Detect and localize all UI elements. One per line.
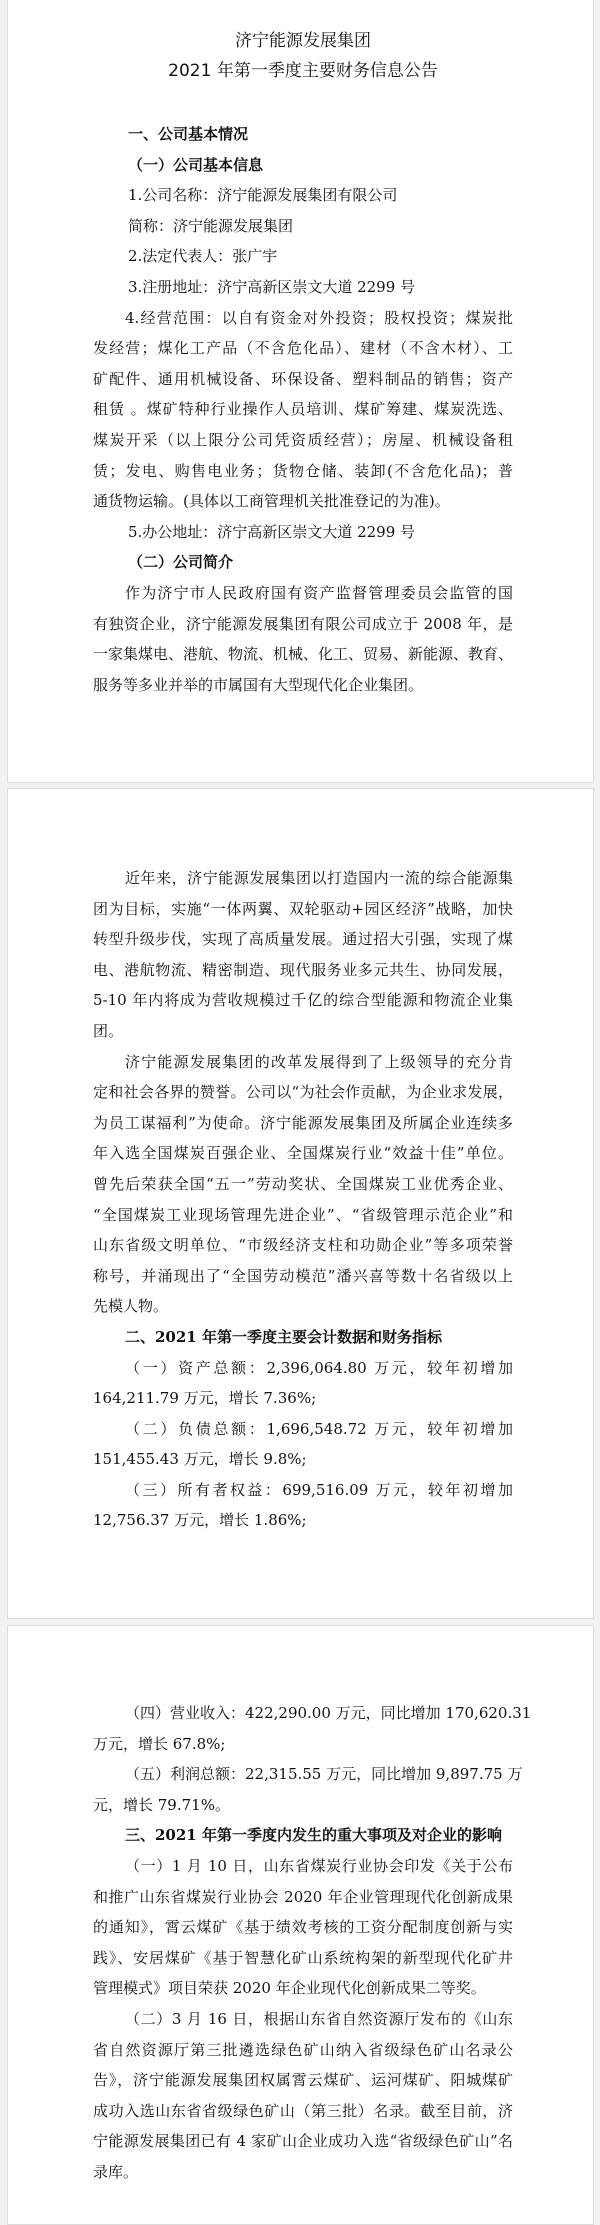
text-line: 定和社会各界的赞誉。公司以“为社会作贡献，为企业求发展， (93, 1083, 513, 1102)
paragraph (93, 303, 513, 517)
section-heading (93, 119, 513, 150)
text-line: 三、2021 年第一季度内发生的重大事项及对企业的影响 (125, 1826, 502, 1845)
text-line: 电、港航物流、精密制造、现代服务业多元共生、协同发展， (93, 960, 513, 979)
info-item (93, 241, 513, 272)
text-line: 山东省级文明单位、“市级经济支柱和功勋企业”等多项荣誉 (93, 1236, 513, 1255)
text-line: 4.经营范围：以自有资金对外投资；股权投资；煤炭批 (125, 308, 513, 327)
text-line: （一）资产总额：2,396,064.80 万元，较年初增加 (125, 1358, 513, 1377)
text-line: 二、2021 年第一季度主要会计数据和财务指标 (125, 1327, 442, 1346)
text-line: 管理模式》项目荣获 2020 年企业现代化创新成果二等奖。 (93, 1979, 486, 1998)
text-line: 年入选全国煤炭百强企业、全国煤炭行业“效益十佳”单位。 (93, 1144, 513, 1163)
document-page-3 (7, 1625, 594, 2225)
text-line: 5.办公地址：济宁高新区崇文大道 2299 号 (128, 522, 416, 541)
text-line: 为员工谋福利”为使命。济宁能源发展集团及所属企业连续多 (93, 1113, 513, 1132)
text-line: 万元，增长 67.8%; (93, 1734, 226, 1753)
text-line: 租赁 。煤矿特种行业操作人员培训、煤矿筹建、煤炭洗选、 (93, 400, 513, 419)
text-line: 成功入选山东省省级绿色矿山（第三批）名录。截至目前，济 (93, 2101, 513, 2120)
title-line-2: 2021 年第一季度主要财务信息公告 (168, 61, 438, 81)
text-line: 12,756.37 万元，增长 1.86%; (93, 1511, 307, 1530)
text-line: 2.法定代表人：张广宇 (128, 247, 278, 266)
paragraph (93, 863, 513, 1047)
title-line-1: 济宁能源发展集团 (235, 31, 371, 51)
paragraph (93, 1353, 513, 1414)
text-line: （二）负债总额：1,696,548.72 万元，较年初增加 (125, 1419, 513, 1438)
paragraph (93, 578, 513, 700)
document-page-1 (7, 0, 594, 783)
paragraph (93, 1414, 513, 1475)
text-line: 服务等多业并举的市属国有大型现代化企业集团。 (93, 675, 424, 694)
paragraph (93, 1759, 523, 1820)
subsection-heading (93, 150, 513, 181)
text-line: （一）1 月 10 日，山东省煤炭行业协会印发《关于公布 (125, 1856, 513, 1875)
text-line: （二）3 月 16 日，根据山东省自然资源厅发布的《山东 (125, 2009, 513, 2028)
page-1-content (93, 119, 513, 700)
text-line: 济宁能源发展集团的改革发展得到了上级领导的充分肯 (125, 1052, 513, 1071)
text-line: 录库。 (93, 2162, 139, 2181)
text-line: 的通知》，霄云煤矿《基于绩效考核的工资分配制度创新与实 (93, 1918, 513, 1937)
subsection-heading (93, 547, 513, 578)
paragraph (93, 1047, 513, 1322)
text-line: 赁；发电、购售电业务；货物仓储、装卸(不含危化品)；普 (93, 461, 513, 480)
text-line: 通货物运输。(具体以工商管理机关批准登记的为准)。 (93, 492, 450, 511)
paragraph (93, 1475, 513, 1536)
text-line: 省自然资源厅第三批遴选绿色矿山纳入省级绿色矿山名录公 (93, 2040, 513, 2059)
text-line: 发经营；煤化工产品（不含危化品）、建材（不含木材）、工 (93, 339, 513, 358)
text-line: 曾先后荣获全国“五一”劳动奖状、全国煤炭工业优秀企业、 (93, 1174, 513, 1193)
text-line: 践》、安居煤矿《基于智慧化矿山系统构架的新型现代化矿井 (93, 1948, 513, 1967)
info-item (93, 180, 513, 211)
page-2-content (93, 863, 513, 1536)
text-line: 一家集煤电、港航、物流、机械、化工、贸易、新能源、教育、 (93, 645, 514, 664)
text-line: 宁能源发展集团已有 4 家矿山企业成功入选“省级绿色矿山”名 (93, 2132, 513, 2151)
text-line: 先模人物。 (93, 1297, 169, 1316)
text-line: 一、公司基本情况 (128, 125, 249, 143)
text-line: 5-10 年内将成为营收规模过千亿的综合型能源和物流企业集 (93, 991, 513, 1010)
text-line: “全国煤炭工业现场管理先进企业”、“省级管理示范企业”和 (93, 1205, 513, 1224)
document-title (93, 26, 513, 86)
text-line: 近年来，济宁能源发展集团以打造国内一流的综合能源集 (125, 869, 513, 887)
text-line: 164,211.79 万元，增长 7.36%; (93, 1389, 317, 1408)
section-heading (93, 1322, 513, 1353)
document-page-2 (7, 788, 594, 1619)
text-line: 转型升级步伐，实现了高质量发展。通过招大引强，实现了煤 (93, 930, 513, 949)
text-line: 告》，济宁能源发展集团权属霄云煤矿、运河煤矿、阳城煤矿 (93, 2071, 513, 2090)
paragraph (93, 2004, 513, 2188)
info-item (93, 272, 513, 303)
text-line: （三）所有者权益：699,516.09 万元，较年初增加 (125, 1480, 513, 1499)
text-line: 元，增长 79.71%。 (93, 1795, 230, 1814)
page-3-content (93, 1698, 532, 2188)
text-line: 称号，并涌现出了“全国劳动模范”潘兴喜等数十名省级以上 (93, 1266, 513, 1285)
text-line: （一）公司基本信息 (128, 155, 264, 174)
text-line: 煤炭开采（以上限分公司凭资质经营）；房屋、机械设备租 (93, 430, 513, 449)
text-line: 和推广山东省煤炭行业协会 2020 年企业管理现代化创新成果 (93, 1887, 513, 1906)
paragraph (93, 1851, 513, 2004)
text-line: 团。 (93, 1021, 124, 1040)
info-item (93, 211, 513, 242)
section-heading (93, 1820, 513, 1851)
text-line: 3.注册地址：济宁高新区崇文大道 2299 号 (128, 277, 416, 296)
text-line: 作为济宁市人民政府国有资产监督管理委员会监管的国 (125, 583, 513, 602)
text-line: （五）利润总额：22,315.55 万元，同比增加 9,897.75 万 (125, 1765, 523, 1784)
text-line: 151,455.43 万元，增长 9.8%; (93, 1450, 307, 1469)
text-line: 简称：济宁能源发展集团 (128, 216, 294, 235)
text-line: 1.公司名称：济宁能源发展集团有限公司 (128, 186, 398, 205)
text-line: （二）公司简介 (128, 553, 234, 572)
paragraph (93, 1698, 532, 1759)
info-item (93, 517, 513, 548)
text-line: （四）营业收入：422,290.00 万元，同比增加 170,620.31 (125, 1704, 532, 1722)
text-line: 矿配件、通用机械设备、环保设备、塑料制品的销售；资产 (93, 369, 513, 388)
text-line: 有独资企业，济宁能源发展集团有限公司成立于 2008 年，是 (93, 614, 513, 633)
text-line: 团为目标，实施“一体两翼、双轮驱动+园区经济”战略，加快 (93, 899, 513, 918)
